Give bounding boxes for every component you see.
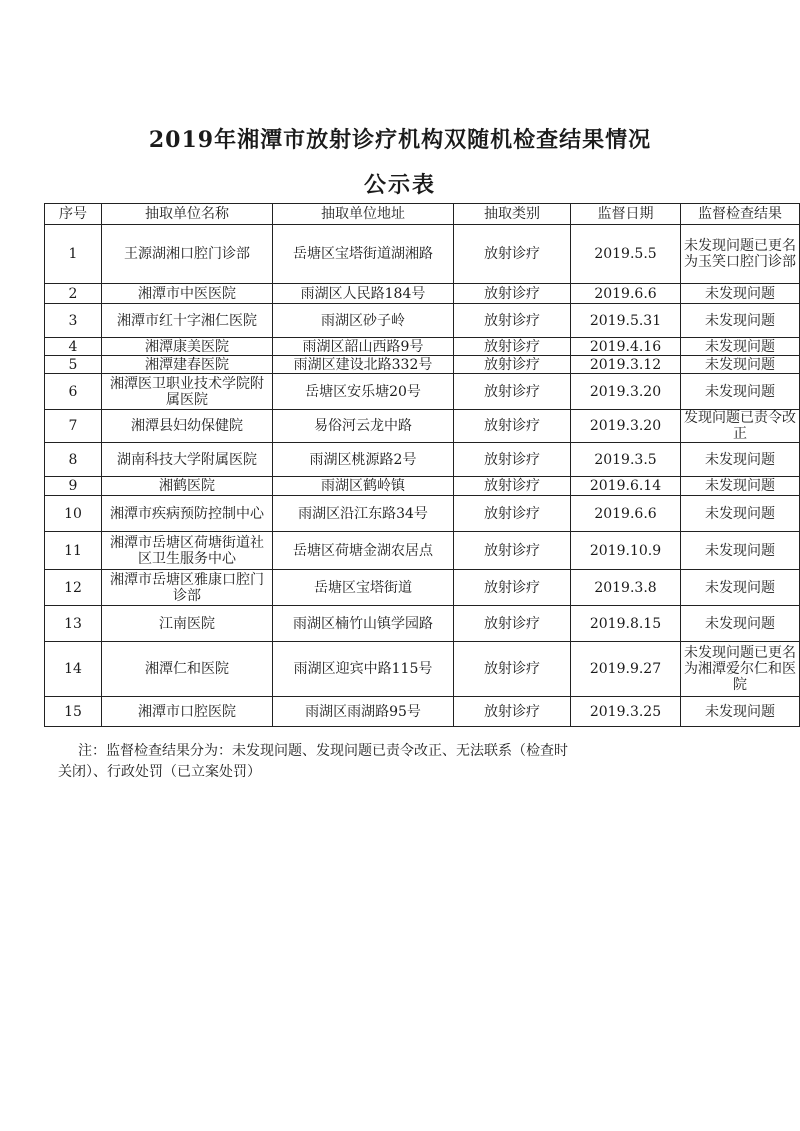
cell-date: 2019.5.31 (571, 304, 681, 338)
cell-address: 雨湖区鹤岭镇 (273, 477, 454, 496)
table-row (45, 410, 800, 443)
cell-address: 岳塘区宝塔街道湖湘路 (273, 225, 454, 284)
cell-result: 未发现问题 (681, 356, 800, 374)
header-name: 抽取单位名称 (102, 204, 273, 225)
cell-date: 2019.3.20 (571, 374, 681, 410)
table-row (45, 374, 800, 410)
table-row (45, 697, 800, 727)
table-row (45, 284, 800, 304)
cell-no: 6 (45, 374, 102, 410)
cell-category: 放射诊疗 (454, 304, 571, 338)
cell-name: 湘鹤医院 (102, 477, 273, 496)
cell-result: 未发现问题 (681, 532, 800, 570)
cell-category: 放射诊疗 (454, 532, 571, 570)
cell-date: 2019.5.5 (571, 225, 681, 284)
cell-date: 2019.4.16 (571, 338, 681, 356)
cell-date: 2019.3.20 (571, 410, 681, 443)
cell-no: 2 (45, 284, 102, 304)
cell-address: 岳塘区安乐塘20号 (273, 374, 454, 410)
cell-no: 1 (45, 225, 102, 284)
cell-result: 未发现问题 (681, 443, 800, 477)
cell-category: 放射诊疗 (454, 496, 571, 532)
cell-category: 放射诊疗 (454, 338, 571, 356)
cell-result: 未发现问题 (681, 606, 800, 642)
cell-result: 未发现问题已更名为湘潭爱尔仁和医院 (681, 642, 800, 697)
cell-date: 2019.3.25 (571, 697, 681, 727)
cell-result: 未发现问题已更名为玉笑口腔门诊部 (681, 225, 800, 284)
table-header-row (45, 204, 800, 225)
cell-category: 放射诊疗 (454, 356, 571, 374)
table-row (45, 477, 800, 496)
header-date: 监督日期 (571, 204, 681, 225)
cell-address: 岳塘区宝塔街道 (273, 570, 454, 606)
cell-name: 湘潭建春医院 (102, 356, 273, 374)
cell-address: 雨湖区建设北路332号 (273, 356, 454, 374)
cell-no: 15 (45, 697, 102, 727)
footnote-line-1: 注：监督检查结果分为：未发现问题、发现问题已责令改正、无法联系（检查时 (78, 743, 568, 759)
cell-name: 湘潭康美医院 (102, 338, 273, 356)
cell-address: 雨湖区人民路184号 (273, 284, 454, 304)
table-row (45, 642, 800, 697)
table-row (45, 606, 800, 642)
cell-no: 4 (45, 338, 102, 356)
cell-category: 放射诊疗 (454, 477, 571, 496)
header-address: 抽取单位地址 (273, 204, 454, 225)
cell-address: 岳塘区荷塘金湖农居点 (273, 532, 454, 570)
cell-date: 2019.3.12 (571, 356, 681, 374)
cell-category: 放射诊疗 (454, 225, 571, 284)
cell-address: 雨湖区沿江东路34号 (273, 496, 454, 532)
cell-category: 放射诊疗 (454, 697, 571, 727)
cell-no: 9 (45, 477, 102, 496)
cell-category: 放射诊疗 (454, 570, 571, 606)
cell-result: 未发现问题 (681, 374, 800, 410)
cell-name: 湘潭医卫职业技术学院附属医院 (102, 374, 273, 410)
cell-category: 放射诊疗 (454, 606, 571, 642)
cell-name: 湘潭市红十字湘仁医院 (102, 304, 273, 338)
cell-name: 湘潭仁和医院 (102, 642, 273, 697)
cell-name: 湘潭市中医医院 (102, 284, 273, 304)
footnote (58, 741, 718, 783)
cell-date: 2019.9.27 (571, 642, 681, 697)
header-result: 监督检查结果 (681, 204, 800, 225)
cell-category: 放射诊疗 (454, 284, 571, 304)
cell-address: 雨湖区迎宾中路115号 (273, 642, 454, 697)
cell-category: 放射诊疗 (454, 642, 571, 697)
cell-address: 雨湖区桃源路2号 (273, 443, 454, 477)
cell-name: 湘潭县妇幼保健院 (102, 410, 273, 443)
table-row (45, 496, 800, 532)
cell-name: 王源湖湘口腔门诊部 (102, 225, 273, 284)
table-row (45, 532, 800, 570)
cell-result: 未发现问题 (681, 697, 800, 727)
cell-address: 雨湖区楠竹山镇学园路 (273, 606, 454, 642)
table-row (45, 338, 800, 356)
cell-address: 易俗河云龙中路 (273, 410, 454, 443)
cell-result: 发现问题已责令改正 (681, 410, 800, 443)
cell-date: 2019.8.15 (571, 606, 681, 642)
cell-no: 12 (45, 570, 102, 606)
cell-date: 2019.6.14 (571, 477, 681, 496)
cell-date: 2019.6.6 (571, 496, 681, 532)
cell-no: 7 (45, 410, 102, 443)
cell-result: 未发现问题 (681, 570, 800, 606)
cell-address: 雨湖区韶山西路9号 (273, 338, 454, 356)
cell-category: 放射诊疗 (454, 443, 571, 477)
table-row (45, 304, 800, 338)
cell-name: 湘潭市岳塘区荷塘街道社区卫生服务中心 (102, 532, 273, 570)
cell-name: 湖南科技大学附属医院 (102, 443, 273, 477)
cell-result: 未发现问题 (681, 338, 800, 356)
cell-no: 10 (45, 496, 102, 532)
cell-no: 5 (45, 356, 102, 374)
table-row (45, 356, 800, 374)
inspection-results-table (44, 203, 800, 727)
table-row (45, 570, 800, 606)
header-no: 序号 (45, 204, 102, 225)
cell-result: 未发现问题 (681, 304, 800, 338)
cell-no: 13 (45, 606, 102, 642)
cell-result: 未发现问题 (681, 284, 800, 304)
cell-result: 未发现问题 (681, 477, 800, 496)
cell-no: 8 (45, 443, 102, 477)
cell-no: 3 (45, 304, 102, 338)
cell-result: 未发现问题 (681, 496, 800, 532)
cell-date: 2019.3.5 (571, 443, 681, 477)
cell-name: 湘潭市疾病预防控制中心 (102, 496, 273, 532)
document-subtitle: 公示表 (363, 172, 436, 198)
cell-category: 放射诊疗 (454, 374, 571, 410)
cell-name: 江南医院 (102, 606, 273, 642)
cell-no: 11 (45, 532, 102, 570)
cell-name: 湘潭市口腔医院 (102, 697, 273, 727)
cell-date: 2019.10.9 (571, 532, 681, 570)
cell-no: 14 (45, 642, 102, 697)
table-row (45, 225, 800, 284)
cell-date: 2019.6.6 (571, 284, 681, 304)
cell-address: 雨湖区雨湖路95号 (273, 697, 454, 727)
table-row (45, 443, 800, 477)
header-category: 抽取类别 (454, 204, 571, 225)
footnote-line-2: 关闭）、行政处罚（已立案处罚） (58, 764, 261, 780)
cell-category: 放射诊疗 (454, 410, 571, 443)
cell-address: 雨湖区砂子岭 (273, 304, 454, 338)
cell-name: 湘潭市岳塘区雅康口腔门诊部 (102, 570, 273, 606)
document-title: 2019年湘潭市放射诊疗机构双随机检查结果情况 (148, 127, 652, 153)
cell-date: 2019.3.8 (571, 570, 681, 606)
